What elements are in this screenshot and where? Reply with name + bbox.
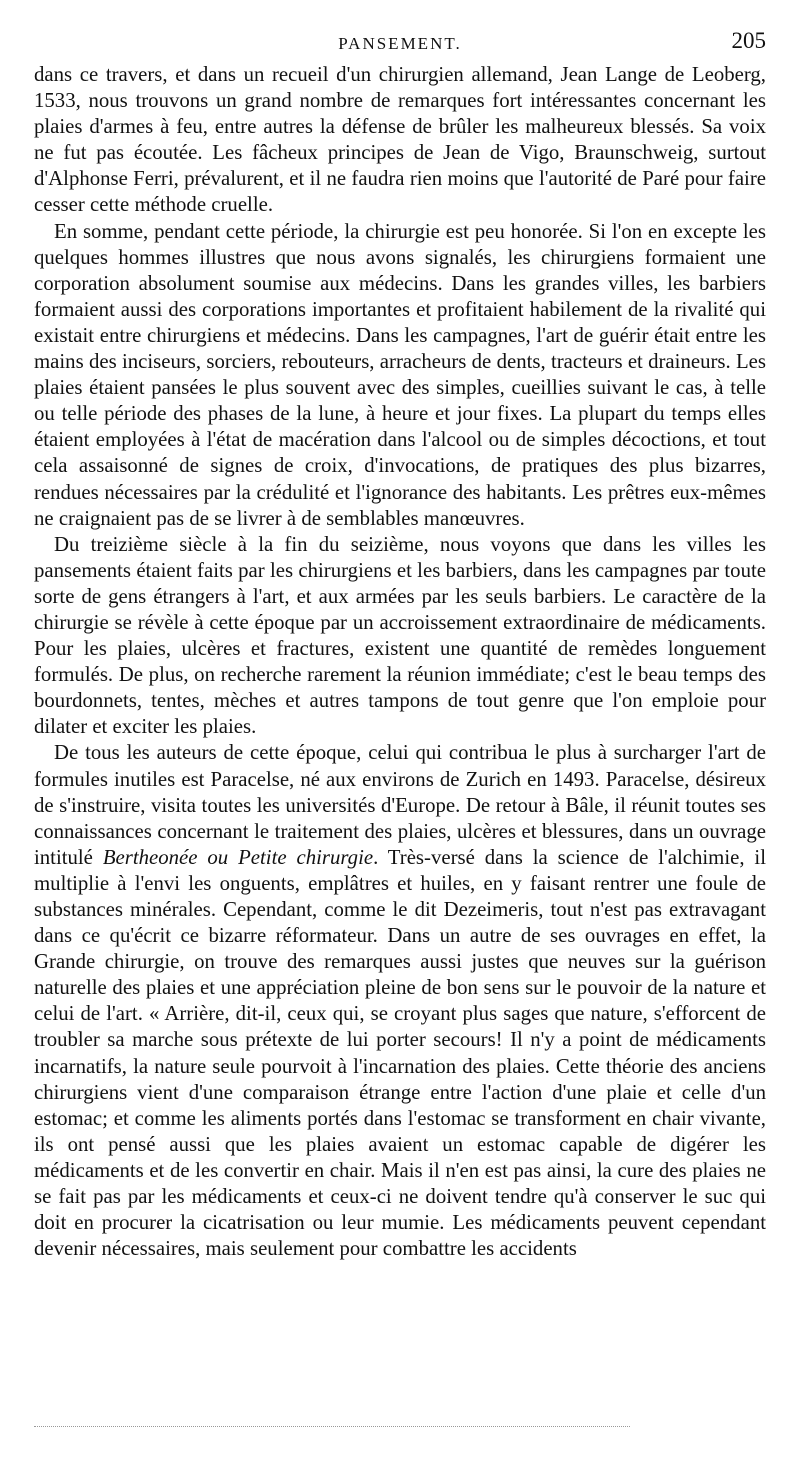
text-run: dans ce travers, et dans un recueil d'un chirurgien allemand, Jean Lange de Leoberg, 1533, nous trouvons un grand nombre de remarques fort intéressantes concernant les plaies d'armes à feu, entre autres la défense de brûler les malheureux blessés. Sa voix ne fut pas écoutée. Les fâcheux principes de Jean de Vigo, Braunschweig, surtout d'Alphonse Ferri, prévalurent, et il ne faudra rien moins que l'autorité de Paré pour faire cesser cette méthode cruelle.	[34, 63, 766, 217]
text-run: En somme, pendant cette période, la chirurgie est peu honorée. Si l'on en excepte les quelques hommes illustres que nous avons signalés, les chirurgiens formaient une corporation absolument soumise aux médecins. Dans les grandes villes, les barbiers formaient aussi des corporations importantes et profitaient habilement de la rivalité qui existait entre chirurgiens et médecins. Dans les campagnes, l'art de guérir était entre les mains des inciseurs, sorciers, rebouteurs, arracheurs de dents, tracteurs et draineurs. Les plaies étaient pansées le plus souvent avec des simples, cueillies suivant le cas, à telle ou telle période des phases de la lune, à heure et jour fixes. La plupart du temps elles étaient employées à l'état de macération dans l'alcool ou de simples décoctions, et tout cela assaisonné de signes de croix, d'invocations, de pratiques des plus bizarres, rendues nécessaires par la crédulité et l'ignorance des habitants. Les prêtres eux-mêmes ne craignaient pas de se livrer à de semblables manœuvres.	[34, 219, 766, 530]
paragraph	[34, 62, 766, 219]
running-head: PANSEMENT.	[338, 34, 462, 53]
body-text	[34, 62, 766, 1262]
page-header	[34, 28, 766, 62]
text-run: . Très-versé dans la science de l'alchimie, il multiplie à l'envi les onguents, emplâtres et huiles, en y faisant rentrer une foule de substances minérales. Cependant, comme le dit Dezeimeris, tout n'est pas extravagant dans ce qu'écrit ce bizarre réformateur. Dans un autre de ses ouvrages en effet, la Grande chirurgie, on trouve des remarques aussi justes que neuves sur la guérison naturelle des plaies et une appréciation pleine de bon sens sur le pouvoir de la nature et celui de l'art. « Arrière, dit-il, ceux qui, se croyant plus sages que nature, s'efforcent de troubler sa marche sous prétexte de lui porter secours! Il n'y a point de médicaments incarnatifs, la nature seule pourvoit à l'incarnation des plaies. Cette théorie des anciens chirurgiens vient d'une comparaison étrange entre l'action d'une plaie et celle d'un estomac; et comme les aliments portés dans l'estomac se transforment en chair vivante, ils ont pensé aussi que les plaies avaient un estomac capable de digérer les médicaments et de les convertir en chair. Mais il n'en est pas ainsi, la cure des plaies ne se fait pas par les médicaments et ceux-ci ne doivent tendre qu'à conserver le suc qui doit en procurer la cicatrisation ou leur mumie. Les médicaments peuvent cependant devenir nécessaires, mais seulement pour combattre les accidents	[34, 845, 766, 1261]
text-run: De tous les auteurs de cette époque, celui qui contribua le plus à surcharger l'art de formules inutiles est Paracelse, né aux environs de Zurich en 1493. Paracelse, désireux de s'instruire, visita toutes les universités d'Europe. De retour à Bâle, il réunit toutes ses connaissances concernant le traitement des plaies, ulcères et blessures, dans un ouvrage intitulé	[34, 741, 766, 869]
paragraph	[34, 532, 766, 741]
page-number: 205	[731, 28, 766, 53]
footer-rule	[34, 1426, 630, 1427]
paragraph	[34, 740, 766, 1262]
text-run: Du treizième siècle à la fin du seizième, nous voyons que dans les villes les pansements étaient faits par les chirurgiens et les barbiers, dans les campagnes par toute sorte de gens étrangers à l'art, et aux armées par les seuls barbiers. Le caractère de la chirurgie se révèle à cette époque par un accroissement extraordinaire de médicaments. Pour les plaies, ulcères et fractures, existent une quantité de remèdes longuement formulés. De plus, on recherche rarement la réunion immédiate; c'est le beau temps des bourdonnets, tentes, mèches et autres tampons de tout genre que l'on emploie pour dilater et exciter les plaies.	[34, 532, 766, 739]
paragraph	[34, 219, 766, 532]
italic-title: Bertheonée ou Petite chirurgie	[102, 845, 374, 869]
